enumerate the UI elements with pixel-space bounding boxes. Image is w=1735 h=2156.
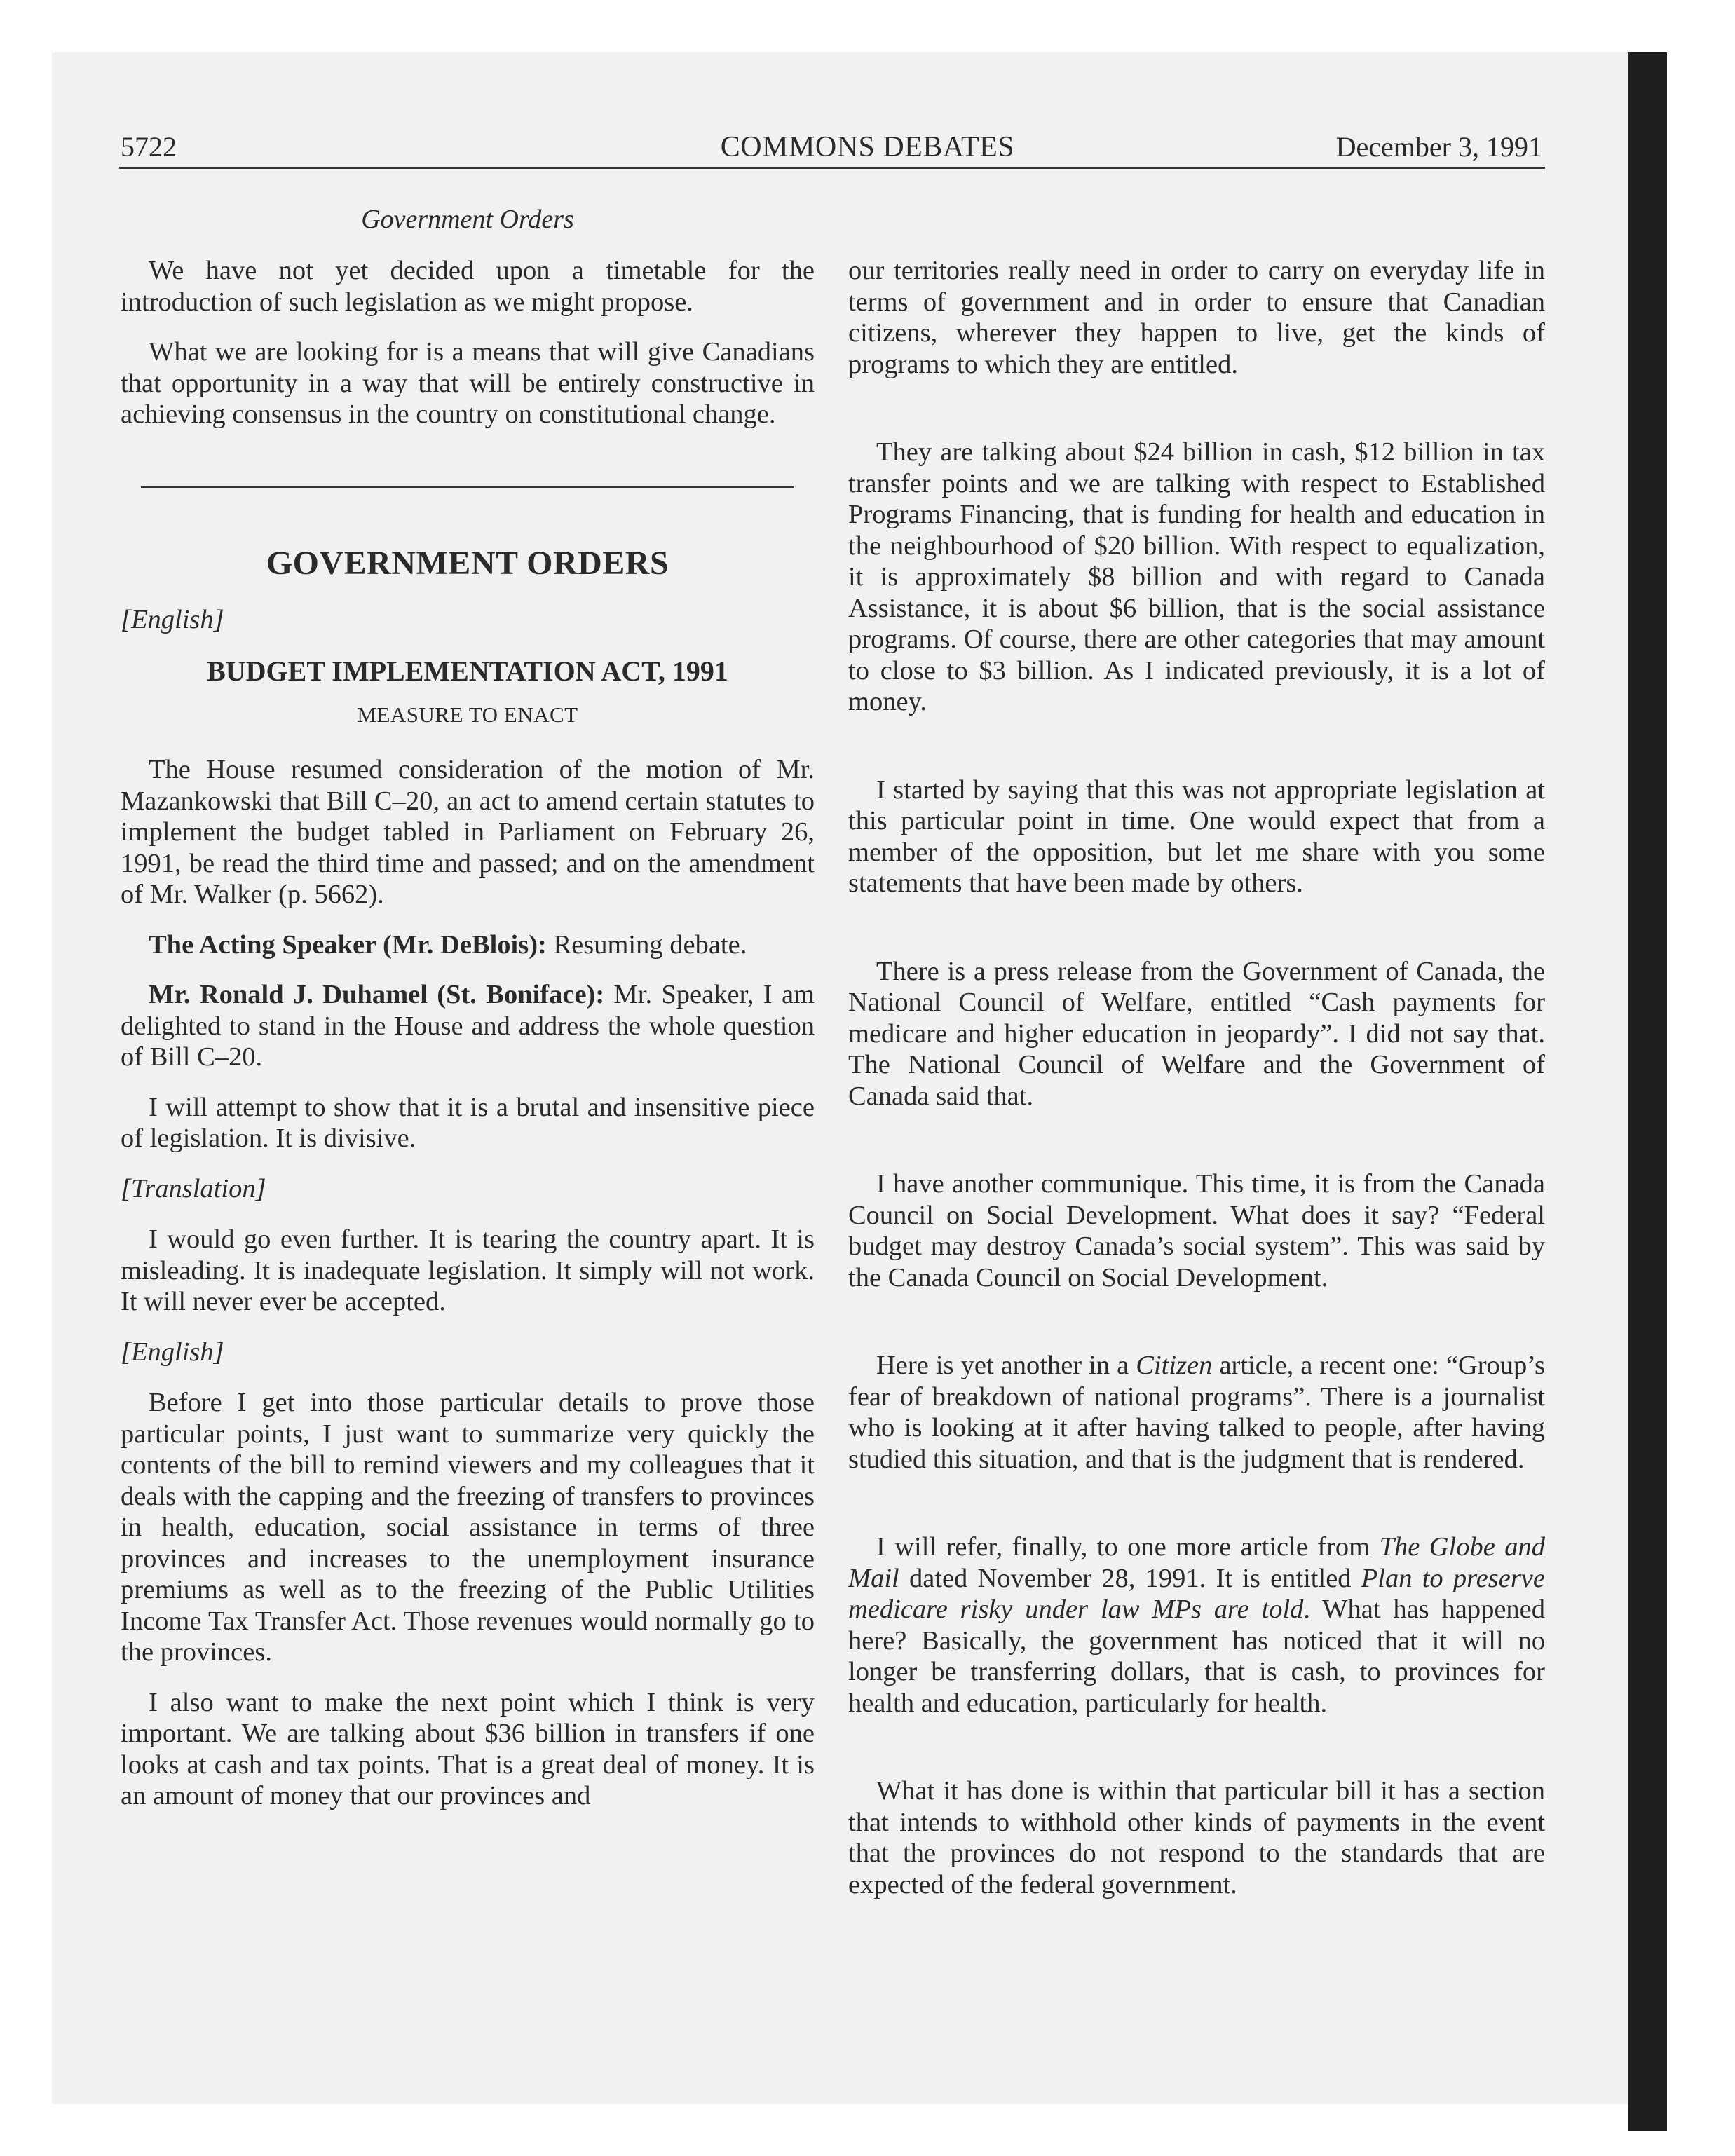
right-column [848, 255, 1545, 1957]
speech-text: Mr. Speaker, I am delighted to stand in the House and address the whole question of Bill C–20. [121, 980, 815, 1072]
speaker-name: The Acting Speaker (Mr. DeBlois): [149, 929, 547, 960]
header-rule [119, 167, 1545, 169]
paragraph: What it has done is within that particular bill it has a section that intends to withhold other kinds of payments in the event that the provinces do not respond to the standards that are expected of the federal government. [848, 1776, 1545, 1899]
speech-paragraph [121, 929, 815, 961]
paragraph: We have not yet decided upon a timetable for the introduction of such legislation as we might propose. [121, 256, 815, 317]
article-title: Plan to preserve medicare risky under law MPs are told [848, 1563, 1545, 1624]
paragraph: I will attempt to show that it is a brutal and insensitive piece of legislation. It is divisive. [121, 1092, 815, 1153]
paragraph: What we are looking for is a means that will give Canadians that opportunity in a way that will be entirely constructive in achieving consensus in the country on constitutional change. [121, 337, 815, 429]
text-run: . What has happened here? Basically, the government has noticed that it will no longer be transferring dollars, that is cash, to provinces for health and education, particularly for health. [848, 1595, 1545, 1718]
paragraph: I would go even further. It is tearing the country apart. It is misleading. It is inadequate legislation. It simply will not work. It will never ever be accepted. [121, 1224, 815, 1316]
language-marker: [English] [121, 604, 224, 634]
publication-name: Citizen [1136, 1351, 1213, 1380]
paragraph: They are talking about $24 billion in cash, $12 billion in tax transfer points and we are talking with respect to Established Programs Financing, that is funding for health and education in the neighbourhood of $20 billion. With respect to equalization, it is approximately $8 billion and with regard to Canada Assistance, it is about $6 billion, that is the social assistance programs. Of course, there are other categories that may amount to close to $3 billion. As I indicated previously, it is a lot of money. [848, 437, 1545, 716]
page-number: 5722 [121, 131, 177, 163]
paragraph: I started by saying that this was not appropriate legislation at this particular point in time. One would expect that from a member of the opposition, but let me share with you some statements that have been made by others. [848, 775, 1545, 898]
section-subheader: Government Orders [361, 205, 574, 234]
scan-edge-bar [1628, 52, 1667, 2131]
paragraph: I also want to make the next point which I think is very important. We are talking about $36 billion in transfers if one looks at cash and tax points. That is a great deal of money. It is an amount of money that our provinces and [121, 1687, 815, 1810]
paragraph: Before I get into those particular details to prove those particular points, I just want to summarize very quickly the contents of the bill to remind viewers and my colleagues that it deals with the capping and the freezing of transfers to provinces in health, education, social assistance in terms of three provinces and increases to the unemployment insurance premiums as well as to the freezing of the Public Utilities Income Tax Transfer Act. Those revenues would normally go to the provinces. [121, 1388, 815, 1667]
bill-subtitle: MEASURE TO ENACT [357, 702, 578, 727]
paragraph [848, 1531, 1545, 1719]
text-run: I will refer, finally, to one more article from [876, 1532, 1380, 1562]
paragraph: The House resumed consideration of the motion of Mr. Mazankowski that Bill C–20, an act to amend certain statutes to implement the budget tabled in Parliament on February 26, 1991, be read the third time and passed; and on the amendment of Mr. Walker (p. 5662). [121, 755, 815, 909]
language-marker: [Translation] [121, 1173, 266, 1203]
paragraph: our territories really need in order to carry on everyday life in terms of government and in order to ensure that Canadian citizens, wherever they happen to live, get the kinds of programs to which they are entitled. [848, 256, 1545, 379]
bill-title: BUDGET IMPLEMENTATION ACT, 1991 [207, 655, 728, 687]
text-run: dated November 28, 1991. It is entitled [899, 1563, 1361, 1593]
speech-text: Resuming debate. [546, 929, 747, 960]
speaker-name: Mr. Ronald J. Duhamel (St. Boniface): [149, 980, 605, 1009]
section-title: GOVERNMENT ORDERS [266, 544, 669, 582]
speech-paragraph [121, 979, 815, 1073]
paragraph: I have another communique. This time, it is from the Canada Council on Social Development. What does it say? “Federal budget may destroy Canada’s social system”. This was said by the Canada Council on Social Development. [848, 1169, 1545, 1292]
language-marker: [English] [121, 1337, 224, 1367]
publication-name: The Globe and Mail [848, 1532, 1546, 1593]
text-run: article, a recent one: “Group’s fear of breakdown of national programs”. There is a journalist who is looking at it after having talked to people, after having studied this situation, and that is the judgment that is rendered. [848, 1351, 1545, 1474]
paragraph [848, 1350, 1545, 1475]
page-date: December 3, 1991 [1335, 131, 1542, 163]
running-title: COMMONS DEBATES [720, 131, 1015, 163]
left-column [121, 255, 815, 1831]
section-divider [141, 486, 794, 488]
paragraph: There is a press release from the Government of Canada, the National Council of Welfare, entitled “Cash payments for medicare and higher education in jeopardy”. I did not say that. The National Council of Welfare and the Government of Canada said that. [848, 956, 1545, 1111]
text-run: Here is yet another in a [876, 1351, 1136, 1380]
